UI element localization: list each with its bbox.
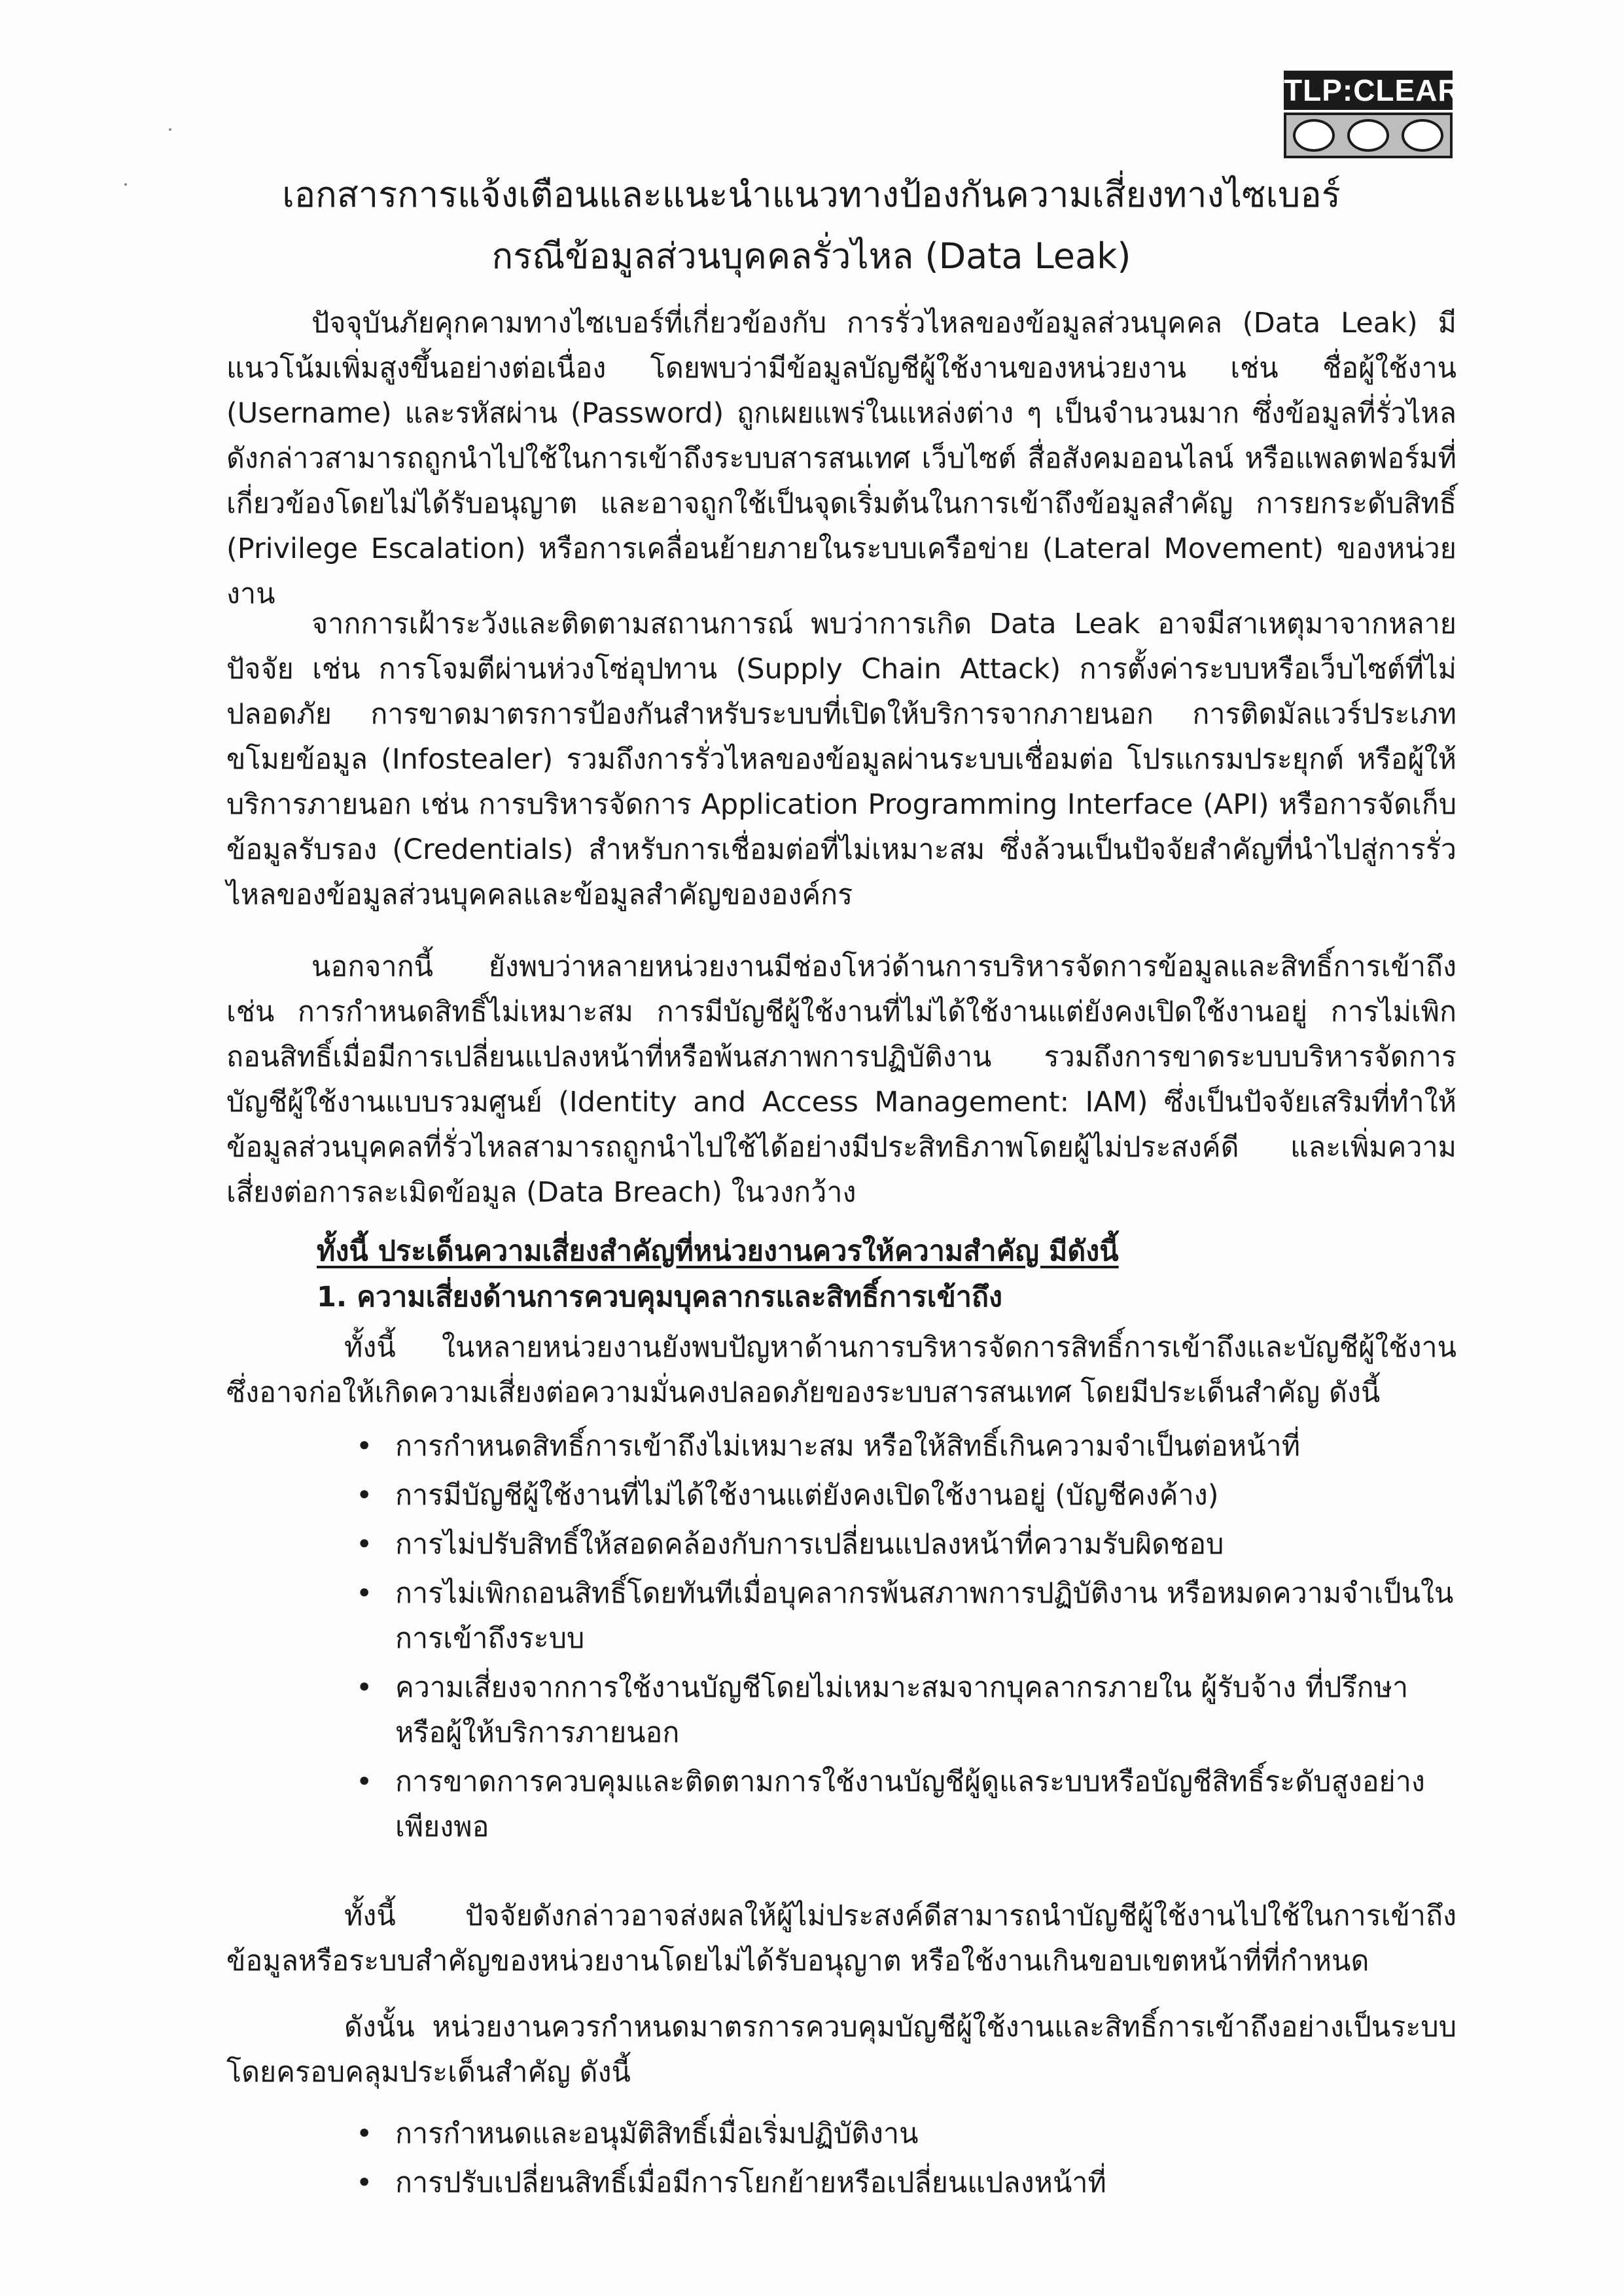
list-item-text: การปรับเปลี่ยนสิทธิ์เมื่อมีการโยกย้ายหรือเปลี่ยนแปลงหน้าที่ [395, 2166, 1106, 2199]
list-item [353, 1522, 1456, 1567]
paragraph-intro: ปัจจุบันภัยคุกคามทางไซเบอร์ที่เกี่ยวข้องกับ การรั่วไหลของข้อมูลส่วนบุคคล (Data Leak) มีแนวโน้มเพิ่มสูงขึ้นอย่างต่อเนื่อง โดยพบว่ามีข้อมูลบัญชีผู้ใช้งานของหน่วยงาน เช่น ชื่อผู้ใช้งาน (Username) และรหัสผ่าน (Password) ถูกเผยแพร่ในแหล่งต่าง ๆ เป็นจำนวนมาก ซึ่งข้อมูลที่รั่วไหลดังกล่าวสามารถถูกนำไปใช้ในการเข้าถึงระบบสารสนเทศ เว็บไซต์ สื่อสังคมออนไลน์ หรือแพลตฟอร์มที่เกี่ยวข้องโดยไม่ได้รับอนุญาต และอาจถูกใช้เป็นจุดเริ่มต้นในการเข้าถึงข้อมูลสำคัญ การยกระดับสิทธิ์ (Privilege Escalation) หรือการเคลื่อนย้ายภายในระบบเครือข่าย (Lateral Movement) ของหน่วยงาน [226, 307, 1456, 610]
list-item [353, 2161, 1456, 2206]
tlp-light-circle [1402, 119, 1443, 152]
list-item [353, 1424, 1456, 1469]
list-item [353, 1760, 1456, 1850]
list-item [353, 1665, 1456, 1756]
bullet-icon: • [356, 1479, 373, 1512]
risk-bullet-list [353, 1424, 1456, 1854]
list-item-text: การขาดการควบคุมและติดตามการใช้งานบัญชีผู้ดูแลระบบหรือบัญชีสิทธิ์ระดับสูงอย่างเพียงพอ [395, 1765, 1425, 1843]
bullet-icon: • [356, 1528, 373, 1561]
bullet-icon: • [356, 1765, 373, 1798]
paragraph-access-issues: ทั้งนี้ ในหลายหน่วยงานยังพบปัญหาด้านการบริหารจัดการสิทธิ์การเข้าถึงและบัญชีผู้ใช้งาน ซึ่งอาจก่อให้เกิดความเสี่ยงต่อความมั่นคงปลอดภัยของระบบสารสนเทศ โดยมีประเด็นสำคัญ ดังนี้ [226, 1331, 1456, 1409]
list-item [353, 2112, 1456, 2157]
paragraph-consequence: ทั้งนี้ ปัจจัยดังกล่าวอาจส่งผลให้ผู้ไม่ประสงค์ดีสามารถนำบัญชีผู้ใช้งานไปใช้ในการเข้าถึงข้อมูลหรือระบบสำคัญของหน่วยงานโดยไม่ได้รับอนุญาต หรือใช้งานเกินขอบเขตหน้าที่ที่กำหนด [226, 1900, 1456, 1977]
bullet-icon: • [356, 1430, 373, 1463]
paragraph-vulnerabilities: นอกจากนี้ ยังพบว่าหลายหน่วยงานมีช่องโหว่ด้านการบริหารจัดการข้อมูลและสิทธิ์การเข้าถึง เช่น การกำหนดสิทธิ์ไม่เหมาะสม การมีบัญชีผู้ใช้งานที่ไม่ได้ใช้งานแต่ยังคงเปิดใช้งานอยู่ การไม่เพิกถอนสิทธิ์เมื่อมีการเปลี่ยนแปลงหน้าที่หรือพ้นสภาพการปฏิบัติงาน รวมถึงการขาดระบบบริหารจัดการบัญชีผู้ใช้งานแบบรวมศูนย์ (Identity and Access Management: IAM) ซึ่งเป็นปัจจัยเสริมที่ทำให้ข้อมูลส่วนบุคคลที่รั่วไหลสามารถถูกนำไปใช้ได้อย่างมีประสิทธิภาพโดยผู้ไม่ประสงค์ดี และเพิ่มความเสี่ยงต่อการละเมิดข้อมูล (Data Breach) ในวงกว้าง [226, 950, 1456, 1209]
subsection-heading: 1. ความเสี่ยงด้านการควบคุมบุคลากรและสิทธิ์การเข้าถึง [317, 1281, 1003, 1313]
tlp-label: TLP:CLEAR [1284, 71, 1453, 110]
paragraph-causes: จากการเฝ้าระวังและติดตามสถานการณ์ พบว่าการเกิด Data Leak อาจมีสาเหตุมาจากหลายปัจจัย เช่น การโจมตีผ่านห่วงโซ่อุปทาน (Supply Chain Attack) การตั้งค่าระบบหรือเว็บไซต์ที่ไม่ปลอดภัย การขาดมาตรการป้องกันสำหรับระบบที่เปิดให้บริการจากภายนอก การติดมัลแวร์ประเภทขโมยข้อมูล (Infostealer) รวมถึงการรั่วไหลของข้อมูลผ่านระบบเชื่อมต่อ โปรแกรมประยุกต์ หรือผู้ให้บริการภายนอก เช่น การบริหารจัดการ Application Programming Interface (API) หรือการจัดเก็บข้อมูลรับรอง (Credentials) สำหรับการเชื่อมต่อที่ไม่เหมาะสม ซึ่งล้วนเป็นปัจจัยสำคัญที่นำไปสู่การรั่วไหลของข้อมูลส่วนบุคคลและข้อมูลสำคัญขององค์กร [226, 608, 1456, 911]
tlp-lights [1284, 113, 1453, 158]
tlp-light-circle [1347, 119, 1389, 152]
document-title-line-2: กรณีข้อมูลส่วนบุคคลรั่วไหล (Data Leak) [491, 235, 1131, 277]
section-heading: ทั้งนี้ ประเด็นความเสี่ยงสำคัญที่หน่วยงานควรให้ความสำคัญ มีดังนี้ [317, 1235, 1119, 1268]
bullet-icon: • [356, 2117, 373, 2150]
list-item-text: การกำหนดสิทธิ์การเข้าถึงไม่เหมาะสม หรือให้สิทธิ์เกินความจำเป็นต่อหน้าที่ [395, 1430, 1301, 1463]
bullet-icon: • [356, 2166, 373, 2199]
paragraph-measures: ดังนั้น หน่วยงานควรกำหนดมาตรการควบคุมบัญชีผู้ใช้งานและสิทธิ์การเข้าถึงอย่างเป็นระบบ โดยครอบคลุมประเด็นสำคัญ ดังนี้ [226, 2011, 1456, 2089]
list-item-text: การไม่ปรับสิทธิ์ให้สอดคล้องกับการเปลี่ยนแปลงหน้าที่ความรับผิดชอบ [395, 1528, 1224, 1561]
measure-bullet-list [353, 2112, 1456, 2210]
list-item-text: การมีบัญชีผู้ใช้งานที่ไม่ได้ใช้งานแต่ยังคงเปิดใช้งานอยู่ (บัญชีคงค้าง) [395, 1479, 1219, 1512]
tlp-light-circle [1293, 119, 1335, 152]
list-item-text: การกำหนดและอนุมัติสิทธิ์เมื่อเริ่มปฏิบัติงาน [395, 2117, 919, 2150]
document-title-line-1: เอกสารการแจ้งเตือนและแนะนำแนวทางป้องกันความเสี่ยงทางไซเบอร์ [282, 174, 1341, 215]
scan-speck [124, 183, 127, 186]
scan-speck [169, 128, 171, 131]
list-item [353, 1473, 1456, 1518]
tlp-badge [1284, 71, 1460, 162]
list-item-text: การไม่เพิกถอนสิทธิ์โดยทันทีเมื่อบุคลากรพ้นสภาพการปฏิบัติงาน หรือหมดความจำเป็นในการเข้าถึงระบบ [395, 1577, 1454, 1655]
list-item [353, 1571, 1456, 1661]
bullet-icon: • [356, 1577, 373, 1610]
list-item-text: ความเสี่ยงจากการใช้งานบัญชีโดยไม่เหมาะสมจากบุคลากรภายใน ผู้รับจ้าง ที่ปรึกษา หรือผู้ให้บริการภายนอก [395, 1671, 1409, 1749]
bullet-icon: • [356, 1671, 373, 1704]
